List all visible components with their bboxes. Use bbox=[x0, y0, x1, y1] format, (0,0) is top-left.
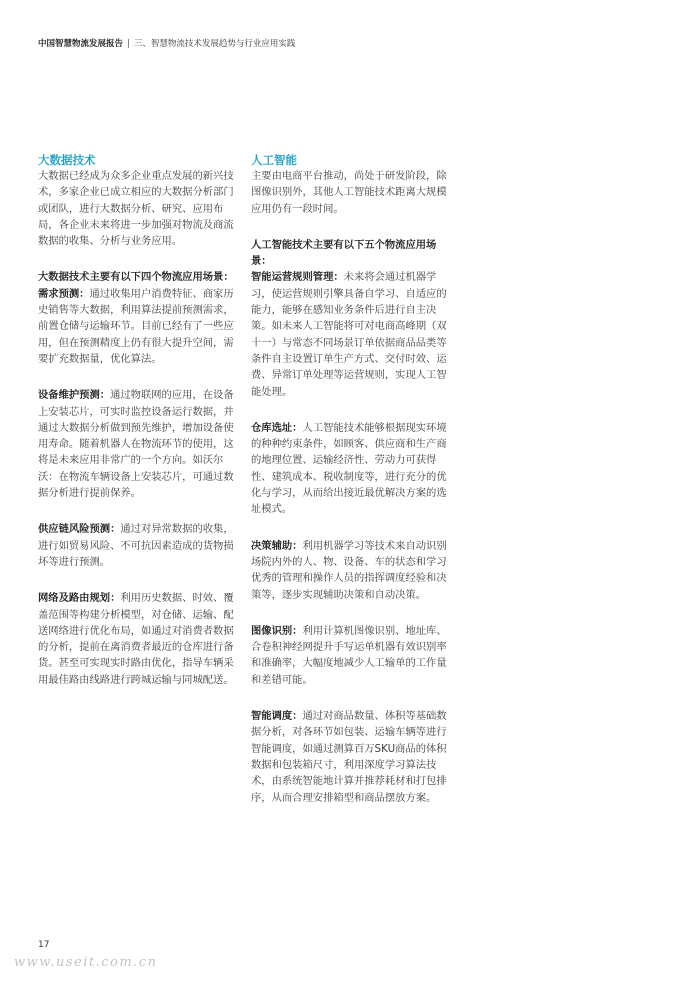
scenario-text: 利用计算机图像识别、地址库、合卷积神经网提升手写运单机器有效识别率和准确率，大幅度地减少人工输单的工作量和差错可能。 bbox=[251, 624, 447, 686]
scenario-term: 需求预测： bbox=[38, 287, 90, 300]
scenario-paragraph bbox=[251, 269, 451, 399]
scenario-term: 智能调度： bbox=[251, 710, 303, 723]
scenario-text: 通过收集用户消费特征、商家历史销售等大数据，利用算法提前预测需求，前置仓储与运输环节。目前已经有了一些应用，但在预测精度上仍有很大提升空间，需要扩充数据量，优化算法。 bbox=[38, 287, 234, 365]
scenario-text: 未来将会通过机器学习，使运营规则引擎具备自学习、自适应的能力，能够在感知业务条件后进行自主决策。如未来人工智能将可对电商高峰期（双十一）与常态不同场景订单依据商品品类等条件自主设置订单生产方式、交付时效、运费、异常订单处理等运营规则，实现人工智能处理。 bbox=[251, 271, 447, 398]
scenario-text: 通过对异常数据的收集，进行如贸易风险、不可抗因素造成的货物损坏等进行预测。 bbox=[38, 523, 234, 568]
chapter-title: 三、智慧物流技术发展趋势与行业应用实践 bbox=[133, 39, 296, 49]
header-divider: | bbox=[127, 39, 130, 49]
big-data-scenarios-heading: 大数据技术主要有以下四个物流应用场景： bbox=[38, 271, 234, 284]
big-data-intro: 大数据已经成为众多企业重点发展的新兴技术，多家企业已成立相应的大数据分析部门或团队，进行大数据分析、研究、应用布局，各企业未来将进一步加强对物流及商流数据的收集、分析与业务应用。 bbox=[38, 170, 234, 248]
section-title-big-data: 大数据技术 bbox=[38, 153, 96, 167]
scenario-term: 供应链风险预测： bbox=[38, 523, 121, 536]
scenario-paragraph bbox=[38, 387, 238, 501]
scenario-term: 图像识别： bbox=[251, 624, 303, 637]
scenario-paragraph bbox=[251, 708, 451, 806]
page-number: 17 bbox=[38, 940, 50, 950]
running-header bbox=[38, 37, 295, 49]
scenario-paragraph bbox=[251, 623, 451, 688]
scenario-term: 智能运营规则管理： bbox=[251, 271, 344, 284]
scenario-paragraph bbox=[251, 538, 451, 603]
scenario-term: 决策辅助： bbox=[251, 539, 303, 552]
scenario-text: 通过物联网的应用，在设备上安装芯片，可实时监控设备运行数据，并通过大数据分析做到预先维护，增加设备使用寿命。随着机器人在物流环节的使用，这将是未来应用非常广的一个方向。如沃尔沃：在物流车辆设备上安装芯片，可通过数据分析进行提前保养。 bbox=[38, 389, 234, 500]
scenario-text: 利用历史数据、时效、覆盖范围等构建分析模型，对仓储、运输、配送网络进行优化布局，如通过对消费者数据的分析，提前在离消费者最近的仓库进行备货。甚至可实现实时路由优化，指导车辆采用最佳路由线路进行跨城运输与同城配送。 bbox=[38, 592, 234, 686]
right-column bbox=[251, 153, 451, 826]
ai-intro: 主要由电商平台推动，尚处于研发阶段，除图像识别外，其他人工智能技术距离大规模应用仍有一段时间。 bbox=[251, 170, 447, 215]
scenario-term: 网络及路由规划： bbox=[38, 592, 121, 605]
scenario-paragraph bbox=[38, 286, 238, 367]
scenario-paragraph bbox=[38, 521, 238, 570]
scenario-text: 利用机器学习等技术来自动识别场院内外的人、物、设备、车的状态和学习优秀的管理和操作人员的指挥调度经验和决策等，逐步实现辅助决策和自动决策。 bbox=[251, 539, 447, 601]
scenario-term: 仓库选址： bbox=[251, 421, 303, 434]
left-column bbox=[38, 153, 238, 708]
section-title-ai: 人工智能 bbox=[251, 153, 297, 167]
report-title: 中国智慧物流发展报告 bbox=[38, 39, 124, 49]
scenario-paragraph bbox=[38, 590, 238, 688]
scenario-paragraph bbox=[251, 420, 451, 518]
scenario-term: 设备维护预测： bbox=[38, 389, 111, 402]
scenario-text: 人工智能技术能够根据现实环境的种种约束条件，如顾客、供应商和生产商的地理位置、运输经济性、劳动力可获得性、建筑成本、税收制度等，进行充分的优化与学习，从而给出接近最优解决方案的选址模式。 bbox=[251, 421, 447, 516]
scenario-text: 通过对商品数量、体积等基础数据分析，对各环节如包装、运输车辆等进行智能调度，如通过测算百万SKU商品的体积数据和包装箱尺寸，利用深度学习算法技术，由系统智能地计算并推荐耗材和打包排序，从而合理安排箱型和商品摆放方案。 bbox=[251, 710, 447, 804]
site-watermark: www.useit.com.cn bbox=[14, 955, 158, 970]
ai-scenarios-heading: 人工智能技术主要有以下五个物流应用场景： bbox=[251, 238, 437, 268]
